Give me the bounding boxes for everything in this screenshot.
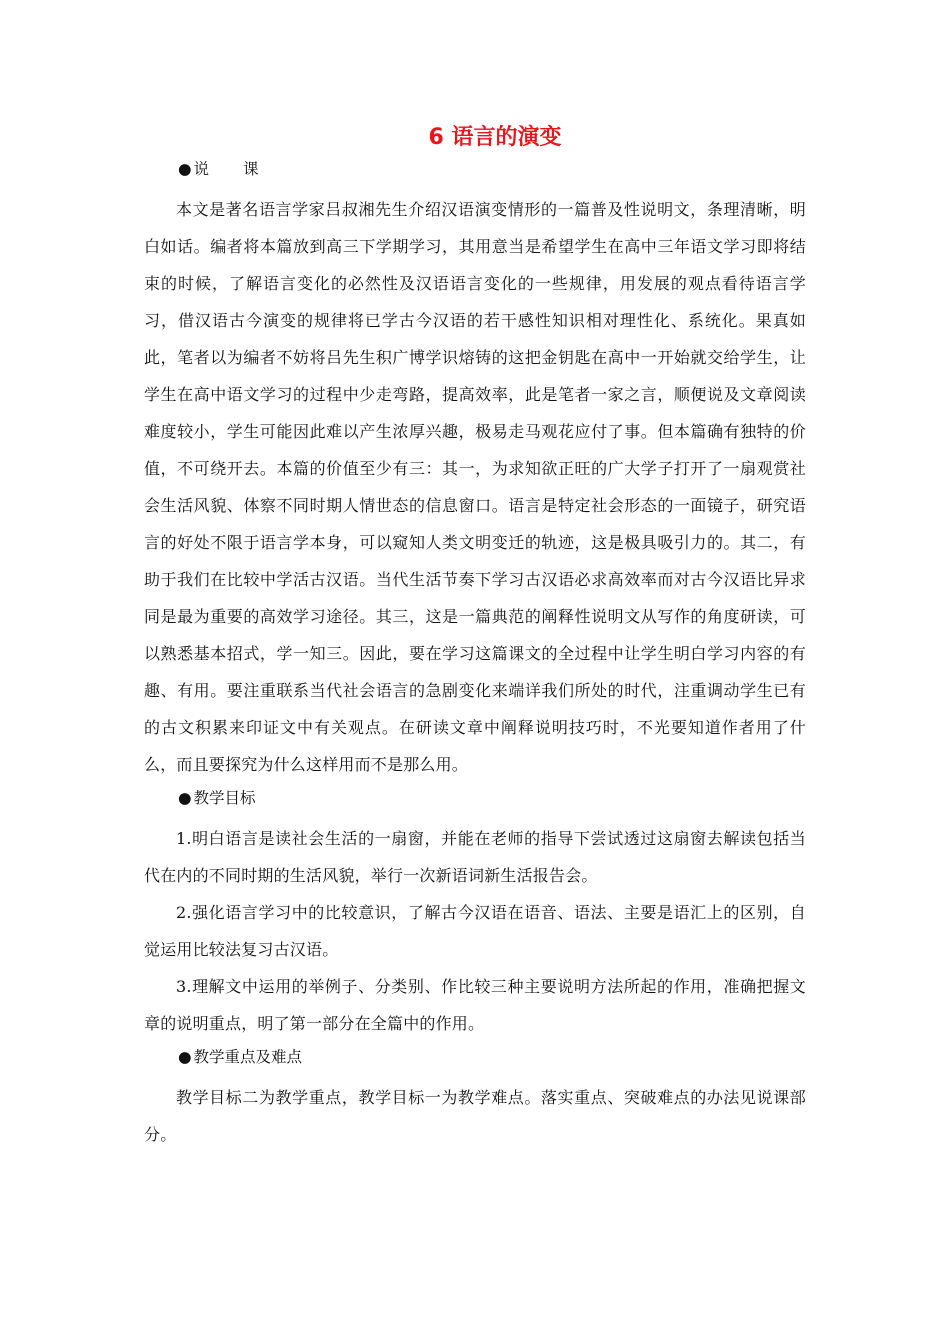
document-title: 6 语言的演变 (428, 125, 562, 150)
goal-item-1: 1.明白语言是读社会生活的一扇窗，并能在老师的指导下尝试透过这扇窗去解读包括当代在内的不同时期的生活风貌，举行一次新语词新生活报告会。 (144, 829, 806, 885)
goal-item-3: 3.理解文中运用的举例子、分类别、作比较三种主要说明方法所起的作用，准确把握文章的说明重点，明了第一部分在全篇中的作用。 (144, 977, 806, 1033)
section-heading-label: 教学目标 (193, 789, 256, 807)
bullet-icon: ● (178, 1048, 192, 1066)
section-heading-label: 教学重点及难点 (193, 1048, 303, 1066)
section-heading-shuoke (144, 158, 806, 191)
keypoints-paragraph: 教学目标二为教学重点，教学目标一为教学难点。落实重点、突破难点的办法见说课部分。 (144, 1088, 806, 1144)
document-page (144, 118, 806, 1153)
bullet-icon: ● (178, 789, 192, 807)
bullet-icon: ● (178, 160, 192, 178)
shuoke-paragraph: 本文是著名语言学家吕叔湘先生介绍汉语演变情形的一篇普及性说明文，条理清晰，明白如话。编者将本篇放到高三下学期学习，其用意当是希望学生在高中三年语文学习即将结束的时候，了解语言变化的必然性及汉语语言变化的一些规律，用发展的观点看待语言学习，借汉语古今演变的规律将已学古今汉语的若干感性知识相对理性化、系统化。果真如此，笔者以为编者不妨将吕先生积广博学识熔铸的这把金钥匙在高中一开始就交给学生，让学生在高中语文学习的过程中少走弯路，提高效率，此是笔者一家之言，顺便说及文章阅读难度较小，学生可能因此难以产生浓厚兴趣，极易走马观花应付了事。但本篇确有独特的价值，不可绕开去。本篇的价值至少有三：其一，为求知欲正旺的广大学子打开了一扇观赏社会生活风貌、体察不同时期人情世态的信息窗口。语言是特定社会形态的一面镜子，研究语言的好处不限于语言学本身，可以窥知人类文明变迁的轨迹，这是极具吸引力的。其二，有助于我们在比较中学活古汉语。当代生活节奏下学习古汉语必求高效率而对古今汉语比异求同是最为重要的高效学习途径。其三，这是一篇典范的阐释性说明文从写作的角度研读，可以熟悉基本招式，学一知三。因此，要在学习这篇课文的全过程中让学生明白学习内容的有趣、有用。要注重联系当代社会语言的急剧变化来端详我们所处的时代，注重调动学生已有的古文积累来印证文中有关观点。在研读文章中阐释说明技巧时，不光要知道作者用了什么，而且要探究为什么这样用而不是那么用。 (144, 200, 806, 774)
section-heading-goals (144, 787, 806, 820)
section-heading-keypoints (144, 1046, 806, 1079)
goal-item-2: 2.强化语言学习中的比较意识，了解古今汉语在语音、语法、主要是语汇上的区别，自觉运用比较法复习古汉语。 (144, 903, 806, 959)
section-heading-label: 说课 (193, 160, 293, 178)
